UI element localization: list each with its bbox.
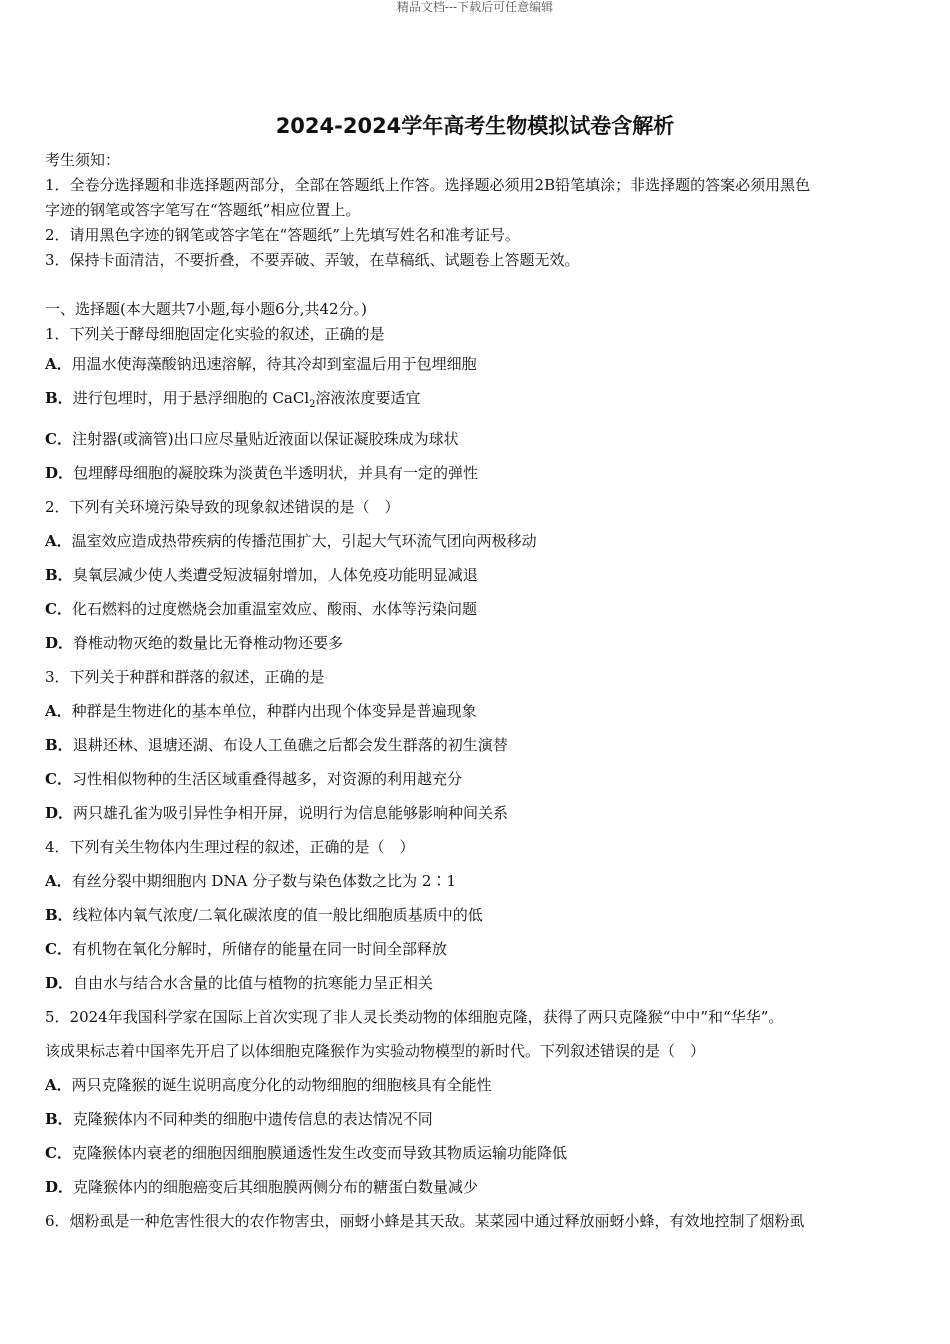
notice-item: 1．全卷分选择题和非选择题两部分，全部在答题纸上作答。选择题必须用2B铅笔填涂；非选择题的答案必须用黑色 (45, 176, 811, 194)
option-d: D．包埋酵母细胞的凝胶珠为淡黄色半透明状，并具有一定的弹性 (45, 464, 479, 482)
section-heading: 一、选择题(本大题共7小题,每小题6分,共42分。) (45, 300, 367, 318)
notice-heading: 考生须知： (45, 151, 121, 169)
option-a: A．两只克隆猴的诞生说明高度分化的动物细胞的细胞核具有全能性 (45, 1076, 492, 1094)
option-a: A．有丝分裂中期细胞内 DNA 分子数与染色体数之比为 2∶1 (45, 872, 457, 890)
option-d: D．两只雄孔雀为吸引异性争相开屏，说明行为信息能够影响种间关系 (45, 804, 509, 822)
option-b: B．克隆猴体内不同种类的细胞中遗传信息的表达情况不同 (45, 1110, 433, 1128)
question-stem: 2．下列有关环境污染导致的现象叙述错误的是（ ） (45, 498, 400, 516)
document-title: 2024-2024学年高考生物模拟试卷含解析 (275, 114, 675, 138)
notice-item: 3．保持卡面清洁，不要折叠，不要弄破、弄皱，在草稿纸、试题卷上答题无效。 (45, 251, 580, 269)
question-stem: 5．2024年我国科学家在国际上首次实现了非人灵长类动物的体细胞克隆，获得了两只克隆猴“中中”和“华华”。 (45, 1008, 784, 1026)
option-c: C．化石燃料的过度燃烧会加重温室效应、酸雨、水体等污染问题 (45, 600, 477, 618)
page-header: 精品文档---下载后可任意编辑 (396, 0, 554, 14)
option-c: C．克隆猴体内衰老的细胞因细胞膜通透性发生改变而导致其物质运输功能降低 (45, 1144, 567, 1162)
option-a: A．种群是生物进化的基本单位，种群内出现个体变异是普遍现象 (45, 702, 477, 720)
document-body (45, 148, 905, 1238)
option-d: D．克隆猴体内的细胞癌变后其细胞膜两侧分布的糖蛋白数量减少 (45, 1178, 479, 1196)
option-d: D．自由水与结合水含量的比值与植物的抗寒能力呈正相关 (45, 974, 434, 992)
question-stem-continued: 该成果标志着中国率先开启了以体细胞克隆猴作为实验动物模型的新时代。下列叙述错误的是（ ） (45, 1042, 706, 1060)
option-c: C．习性相似物种的生活区域重叠得越多，对资源的利用越充分 (45, 770, 462, 788)
option-b: B．线粒体内氧气浓度/二氧化碳浓度的值一般比细胞质基质中的低 (45, 906, 483, 924)
question-stem: 1．下列关于酵母细胞固定化实验的叙述，正确的是 (45, 325, 385, 343)
option-d: D．脊椎动物灭绝的数量比无脊椎动物还要多 (45, 634, 344, 652)
question-stem: 3．下列关于种群和群落的叙述，正确的是 (45, 668, 325, 686)
question-stem: 4．下列有关生物体内生理过程的叙述，正确的是（ ） (45, 838, 415, 856)
notice-item: 2．请用黑色字迹的钢笔或答字笔在“答题纸”上先填写姓名和准考证号。 (45, 226, 520, 244)
option-c: C．注射器(或滴管)出口应尽量贴近液面以保证凝胶珠成为球状 (45, 430, 459, 448)
question-stem: 6．烟粉虱是一种危害性很大的农作物害虫，丽蚜小蜂是其天敌。某菜园中通过释放丽蚜小蜂，有效地控制了烟粉虱 (45, 1212, 805, 1230)
option-b: B．进行包埋时，用于悬浮细胞的 CaCl$_2$溶液浓度要适宜 (45, 389, 421, 410)
notice-item: 字迹的钢笔或答字笔写在“答题纸”相应位置上。 (45, 201, 361, 219)
option-b: B．臭氧层减少使人类遭受短波辐射增加，人体免疫功能明显减退 (45, 566, 478, 584)
option-b: B．退耕还林、退塘还湖、布设人工鱼礁之后都会发生群落的初生演替 (45, 736, 508, 754)
option-c: C．有机物在氧化分解时，所储存的能量在同一时间全部释放 (45, 940, 447, 958)
option-a: A．温室效应造成热带疾病的传播范围扩大，引起大气环流气团向两极移动 (45, 532, 537, 550)
option-a: A．用温水使海藻酸钠迅速溶解，待其冷却到室温后用于包埋细胞 (45, 355, 477, 373)
